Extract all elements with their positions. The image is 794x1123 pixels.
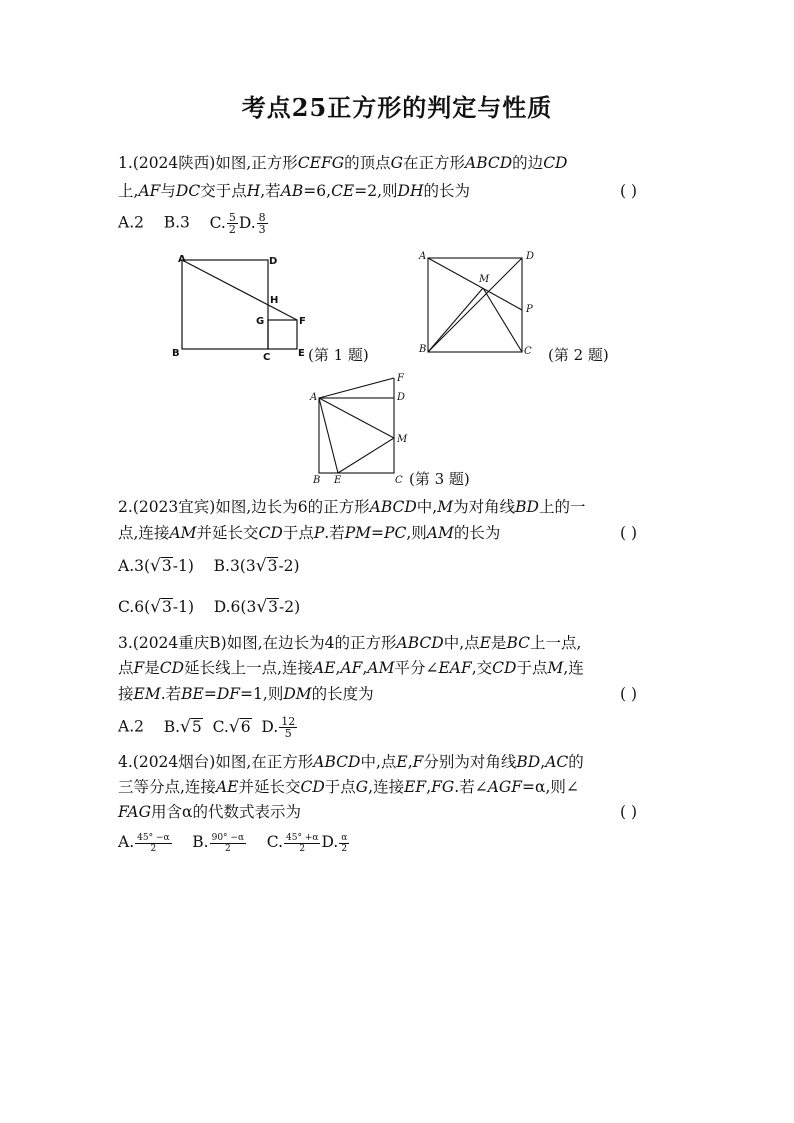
- q4-var: ABCD: [313, 753, 361, 771]
- q2-text: ,则: [406, 524, 427, 542]
- option-label: B.: [163, 717, 181, 736]
- q3-var: M: [547, 659, 564, 677]
- segment-ap: [428, 258, 522, 310]
- radicand: 3: [161, 557, 172, 575]
- answer-bracket[interactable]: ( ): [620, 182, 638, 200]
- option-text: A.3(: [118, 557, 151, 575]
- numerator: α: [341, 832, 348, 843]
- option-label: B.: [192, 833, 209, 851]
- q2-text: 的长为: [453, 524, 501, 542]
- q3-text: ,连: [563, 659, 584, 677]
- numerator: 45° −α: [137, 832, 170, 843]
- q4-text: 中,点: [360, 753, 397, 771]
- q2-line1: [118, 497, 585, 517]
- q2-text: =: [371, 524, 385, 542]
- answer-bracket[interactable]: ( ): [620, 524, 638, 542]
- q4-text: =α,则∠: [522, 778, 579, 796]
- q2-var: ABCD: [369, 498, 417, 516]
- segment-em: [338, 438, 394, 473]
- q1-var: AF: [138, 182, 161, 200]
- label-c: C: [395, 475, 403, 486]
- square-cefg: [268, 320, 297, 349]
- q3-text: 是: [144, 659, 160, 677]
- q2-options-row2: [118, 597, 300, 617]
- q2-var: P: [313, 524, 325, 542]
- q4-text: 4.(2024烟台)如图,在正方形: [118, 753, 314, 771]
- q3-var: DM: [283, 685, 312, 703]
- denominator: 2: [299, 843, 306, 854]
- q3-text: 于点: [516, 659, 548, 677]
- q3-text: ,交: [471, 659, 493, 677]
- denominator: 2: [228, 223, 236, 236]
- q2-var: BD: [515, 498, 539, 516]
- q4-text: 并延长交: [238, 778, 301, 796]
- q2-var: AM: [426, 524, 454, 542]
- q3-text: 3.(2024重庆B)如图,在边长为4的正方形: [118, 634, 397, 652]
- q2-text: 上的一: [538, 498, 586, 516]
- label-g: G: [256, 316, 265, 327]
- q4-var: EF: [404, 778, 427, 796]
- figure-3: [305, 368, 420, 486]
- sqrt: [180, 718, 203, 736]
- q3-var: AM: [367, 659, 395, 677]
- label-c: C: [524, 346, 532, 357]
- numerator: 45° +α: [286, 832, 319, 843]
- q3-var: ABCD: [396, 634, 444, 652]
- q4-text: ,: [426, 778, 432, 796]
- q1-text: 的边: [512, 154, 544, 172]
- label-d: D: [526, 251, 535, 262]
- q4-var: BD: [516, 753, 541, 771]
- q2-var: M: [437, 498, 454, 516]
- q4-text: 用含α的代数式表示为: [150, 803, 301, 821]
- q2-var: PM: [344, 524, 372, 542]
- option-a[interactable]: [118, 557, 194, 575]
- q4-text: .若∠: [454, 778, 488, 796]
- radicand: 3: [268, 598, 279, 616]
- sqrt: [256, 557, 279, 575]
- label-b: B: [172, 348, 180, 359]
- segment-ae: [319, 398, 338, 473]
- numerator: 8: [258, 211, 266, 224]
- denominator: 2: [224, 843, 231, 854]
- q1-text: 的长为: [423, 182, 470, 200]
- label-d: D: [397, 392, 406, 403]
- option-b[interactable]: [214, 557, 300, 575]
- option-c[interactable]: [209, 211, 239, 236]
- q4-options: [118, 832, 350, 854]
- q4-var: CD: [300, 778, 325, 796]
- option-d[interactable]: [238, 211, 269, 236]
- q2-text: 中,: [416, 498, 438, 516]
- q1-var: DC: [175, 182, 201, 200]
- radical-sign: √: [228, 716, 240, 737]
- q4-text: 三等分点,连接: [118, 778, 216, 796]
- q2-options-row1: [118, 556, 300, 576]
- figure-3-caption: (第 3 题): [409, 470, 470, 488]
- sqrt: [256, 598, 279, 616]
- option-text: -2): [278, 557, 300, 575]
- q3-text: .若: [160, 685, 182, 703]
- q3-var: BC: [506, 634, 531, 652]
- q2-text: 点,连接: [118, 524, 170, 542]
- option-d[interactable]: [261, 715, 298, 740]
- q4-var: FAG: [118, 803, 151, 821]
- q3-var: DF: [216, 685, 241, 703]
- option-label: D.: [238, 213, 256, 232]
- q3-text: ,: [335, 659, 341, 677]
- q3-line2: [118, 658, 584, 678]
- q4-line2: [118, 777, 579, 797]
- q3-text: 中,点: [443, 634, 480, 652]
- q1-text: =2,则: [354, 182, 398, 200]
- q1-text: 交于点: [200, 182, 247, 200]
- q1-text: 在正方形: [402, 154, 465, 172]
- q1-var: AB: [280, 182, 304, 200]
- q4-var: E: [396, 753, 408, 771]
- fraction: [279, 716, 297, 739]
- q3-text: 是: [490, 634, 507, 652]
- q1-options: [118, 212, 269, 235]
- label-c: C: [263, 352, 271, 360]
- q3-text: 接: [118, 685, 134, 703]
- figure-2-caption: (第 2 题): [548, 346, 609, 364]
- sqrt: [150, 598, 173, 616]
- figure-1: [160, 250, 320, 360]
- option-text: -1): [172, 557, 194, 575]
- denominator: 5: [284, 727, 292, 740]
- segment-af: [182, 260, 297, 320]
- option-a[interactable]: [118, 832, 173, 854]
- diagonal-bd: [428, 258, 522, 352]
- square-abcd: [182, 260, 268, 349]
- radical-sign: √: [256, 597, 268, 617]
- option-a[interactable]: A.2: [118, 717, 144, 736]
- radicand: 5: [191, 717, 202, 736]
- q1-var: ABCD: [465, 154, 513, 172]
- option-c[interactable]: [213, 718, 252, 736]
- option-text: -1): [172, 598, 195, 616]
- q3-text: 的长度为: [311, 685, 374, 703]
- q4-text: ,: [407, 753, 413, 771]
- q1-var: CD: [543, 154, 568, 172]
- label-e: E: [298, 348, 305, 359]
- option-text: B.3(3: [213, 557, 256, 575]
- fraction: [284, 833, 320, 854]
- radicand: 3: [162, 598, 172, 616]
- radical-sign: √: [180, 716, 191, 737]
- q4-text: ,: [540, 753, 546, 771]
- q3-var: EM: [133, 685, 161, 703]
- q3-text: =1,则: [240, 685, 284, 703]
- segment-am: [319, 398, 394, 438]
- answer-bracket[interactable]: ( ): [620, 803, 638, 821]
- q4-text: 分别为对角线: [423, 753, 517, 771]
- q1-text: 的顶点: [344, 154, 391, 172]
- q3-text: 上一点,: [530, 634, 582, 652]
- label-a: A: [178, 254, 186, 265]
- q3-text: 点: [118, 659, 134, 677]
- q4-text: 的: [568, 753, 584, 771]
- q2-text: 并延长交: [196, 524, 259, 542]
- label-e: E: [334, 475, 342, 486]
- q1-text: =6,: [303, 182, 332, 200]
- option-label: A.: [118, 833, 135, 851]
- segment-bm: [428, 288, 483, 352]
- q3-text: 延长线上一点,连接: [184, 659, 314, 677]
- fraction: [210, 833, 246, 854]
- q3-var: E: [479, 634, 491, 652]
- q3-var: AE: [313, 659, 336, 677]
- numerator: 12: [281, 715, 296, 728]
- label-b: B: [419, 344, 427, 355]
- label-h: H: [270, 295, 279, 306]
- q3-var: CD: [492, 659, 517, 677]
- q3-var: F: [133, 659, 145, 677]
- q4-text: ,连接: [368, 778, 405, 796]
- option-label: C.: [266, 833, 283, 851]
- label-b: B: [313, 475, 321, 486]
- label-m: M: [397, 434, 408, 445]
- label-f: F: [299, 316, 306, 327]
- option-text: C.6(: [118, 598, 151, 616]
- q2-var: CD: [258, 524, 283, 542]
- label-f: F: [397, 373, 404, 384]
- q2-line2: [118, 523, 500, 543]
- numerator: 90° −α: [211, 832, 245, 843]
- q2-text: 为对角线: [453, 498, 516, 516]
- page-title: 考点25正方形的判定与性质: [241, 93, 553, 122]
- segment-af: [319, 378, 394, 398]
- q2-text: .若: [324, 524, 345, 542]
- q2-var: PC: [384, 524, 407, 542]
- q1-var: DH: [397, 182, 424, 200]
- q1-text: 上,: [118, 182, 139, 200]
- q3-var: AF: [340, 659, 363, 677]
- fraction: [135, 833, 171, 854]
- figure-2: [412, 248, 552, 360]
- radical-sign: √: [150, 556, 161, 576]
- q2-text: 2.(2023宜宾)如图,边长为6的正方形: [118, 498, 370, 516]
- q4-var: FG: [431, 778, 455, 796]
- label-d: D: [269, 256, 278, 267]
- q1-text: 与: [160, 182, 176, 200]
- radicand: 3: [267, 557, 278, 575]
- radicand: 6: [240, 717, 251, 736]
- q2-var: AM: [169, 524, 197, 542]
- q4-var: AE: [215, 778, 239, 796]
- denominator: 3: [258, 223, 266, 236]
- option-b[interactable]: [192, 832, 247, 854]
- q3-var: CD: [159, 659, 185, 677]
- q1-var: H: [246, 182, 261, 200]
- option-text: -2): [279, 598, 301, 616]
- q3-options: [118, 716, 298, 739]
- label-p: P: [526, 304, 533, 315]
- q1-line2: [118, 181, 470, 201]
- label-a: A: [310, 392, 318, 403]
- numerator: 5: [228, 211, 236, 224]
- label-m: M: [479, 274, 490, 285]
- q3-text: =: [203, 685, 217, 703]
- option-d[interactable]: [214, 598, 300, 616]
- q1-text: 1.(2024陕西)如图,正方形: [118, 154, 298, 172]
- q4-var: AGF: [487, 778, 523, 796]
- q4-var: AC: [545, 753, 569, 771]
- option-label: D.: [321, 833, 339, 851]
- denominator: 2: [150, 843, 157, 854]
- option-label: C.: [209, 213, 226, 232]
- sqrt: [150, 557, 173, 575]
- option-d[interactable]: [321, 832, 350, 854]
- option-c[interactable]: [118, 598, 194, 616]
- q1-var: G: [390, 154, 403, 172]
- radical-sign: √: [255, 556, 267, 576]
- q1-text: ,若: [260, 182, 281, 200]
- option-c[interactable]: [266, 832, 322, 854]
- option-a[interactable]: A.2: [118, 213, 144, 232]
- answer-bracket[interactable]: ( ): [620, 685, 638, 703]
- q3-line1: [118, 633, 581, 653]
- option-b[interactable]: B.3: [163, 213, 190, 232]
- q3-var: BE: [181, 685, 204, 703]
- sqrt: [229, 718, 252, 736]
- q4-var: G: [355, 778, 369, 796]
- fraction: [257, 212, 268, 235]
- q4-line3: [118, 802, 301, 822]
- figure-1-caption: (第 1 题): [308, 346, 369, 364]
- q4-text: 于点: [324, 778, 356, 796]
- fraction: [339, 833, 349, 854]
- q4-line1: [118, 752, 584, 772]
- fraction: [227, 212, 238, 235]
- q3-text: 平分∠: [394, 659, 439, 677]
- q1-line1: [118, 153, 567, 173]
- option-label: C.: [212, 717, 229, 736]
- denominator: 2: [341, 843, 348, 854]
- segment-mc: [483, 288, 522, 352]
- radical-sign: √: [150, 597, 161, 617]
- label-a: A: [419, 251, 427, 262]
- q1-var: CE: [331, 182, 355, 200]
- q3-var: EAF: [438, 659, 472, 677]
- q3-text: ,: [362, 659, 368, 677]
- q1-var: CEFG: [297, 154, 345, 172]
- q3-line3: [118, 684, 374, 704]
- q2-text: 于点: [282, 524, 314, 542]
- option-text: D.6(3: [213, 598, 257, 616]
- option-label: D.: [261, 717, 279, 736]
- option-b[interactable]: [164, 718, 203, 736]
- q4-var: F: [412, 753, 424, 771]
